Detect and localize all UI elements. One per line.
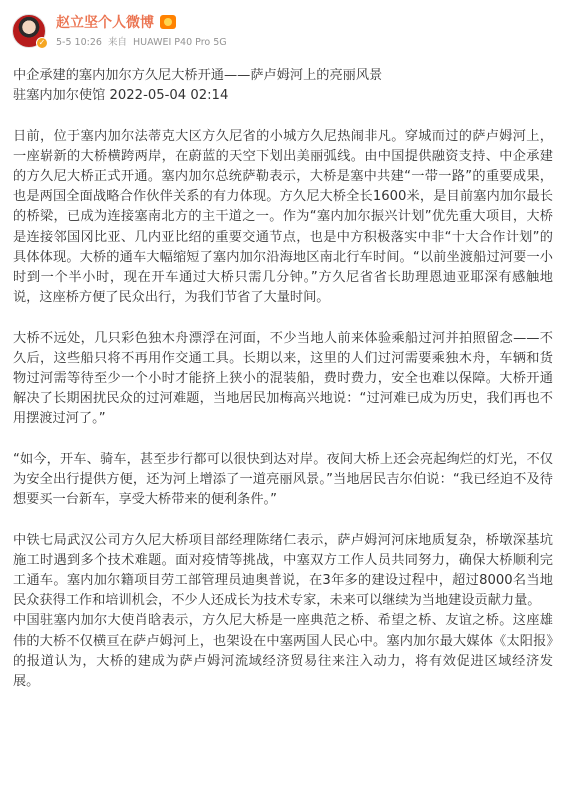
article-title: 中企承建的塞内加尔方久尼大桥开通——萨卢姆河上的亮丽风景 — [13, 68, 383, 83]
spacer — [13, 106, 553, 126]
post-source-prefix: 来自 — [107, 37, 127, 48]
spacer — [13, 510, 553, 530]
spacer — [13, 308, 553, 328]
article-paragraph: “如今，开车、骑车，甚至步行都可以很快到达对岸。夜间大桥上还会亮起绚烂的灯光，不仅为安全出行提供方便，还为河上增添了一道亮丽风景。”当地居民吉尔伯说：“我已经迫不及待想要买一台新车，享受大桥带来的便利条件。” — [13, 451, 553, 508]
article-paragraph: 日前，位于塞内加尔法蒂克大区方久尼省的小城方久尼热闹非凡。穿城而过的萨卢姆河上，一座崭新的大桥横跨两岸，在蔚蓝的天空下划出美丽弧线。由中国提供融资支持、中企承建的方久尼大桥正式开通。塞内加尔总统萨勒表示，大桥是塞中共建“一带一路”的重要成果，也是两国全面战略合作伙伴关系的有力体现。方久尼大桥全长1600米，是目前塞内加尔最长的桥梁，已成为连接塞南北方的主干道之一。作为“塞内加尔振兴计划”优先重大项目，大桥是连接邻国冈比亚、几内亚比绍的重要交通节点，也是中方积极落实中非“十大合作计划”的具体体现。大桥的通车大幅缩短了塞内加尔沿海地区南北行车时间。“以前坐渡船过河要一小时到一个半小时，现在开车通过大桥只需几分钟。”方久尼省省长助理恩迪亚耶深有感触地说，这座桥方便了民众出行，为我们节省了大量时间。 — [13, 128, 553, 306]
post-content — [13, 66, 553, 692]
spacer — [13, 430, 553, 450]
vip-icon[interactable] — [160, 15, 176, 29]
username-link[interactable]: 赵立坚个人微博 — [56, 15, 154, 31]
post-date[interactable]: 5-5 10:26 — [56, 37, 102, 48]
post-meta — [56, 34, 230, 48]
article-paragraph: 中铁七局武汉公司方久尼大桥项目部经理陈绪仁表示，萨卢姆河河床地质复杂，桥墩深基坑施工时遇到多个技术难题。面对疫情等挑战，中塞双方工作人员共同努力，确保大桥顺利完工通车。塞内加尔籍项目劳工部管理员迪奥普说，在3年多的建设过程中，超过8000名当地民众获得工作和培训机会，不少人还成长为技术专家，未来可以继续为当地建设贡献力量。 — [13, 532, 553, 609]
verified-badge-icon: ✓ — [36, 37, 48, 49]
article-paragraph: 中国驻塞内加尔大使肖晗表示，方久尼大桥是一座典范之桥、希望之桥、友谊之桥。这座雄伟的大桥不仅横亘在萨卢姆河上，也架设在中塞两国人民心中。塞内加尔最大媒体《太阳报》的报道认为，大桥的建成为萨卢姆河流域经济贸易往来注入动力，将有效促进区域经济发展。 — [13, 613, 553, 690]
username-row — [56, 13, 176, 31]
post-header — [12, 12, 550, 52]
article-byline: 驻塞内加尔使馆 2022-05-04 02:14 — [13, 88, 229, 104]
post-source-device: HUAWEI P40 Pro 5G — [133, 37, 227, 48]
article-paragraph: 大桥不远处，几只彩色独木舟漂浮在河面，不少当地人前来体验乘船过河并拍照留念——不久后，这些船只将不再用作交通工具。长期以来，这里的人们过河需要乘独木舟，车辆和货物过河需等待至少一个小时才能挤上狭小的混装船，费时费力，安全也难以保障。大桥开通解决了长期困扰民众的过河难题，当地居民加梅高兴地说：“过河难已成为历史，我们再也不用摆渡过河了。” — [13, 330, 553, 427]
